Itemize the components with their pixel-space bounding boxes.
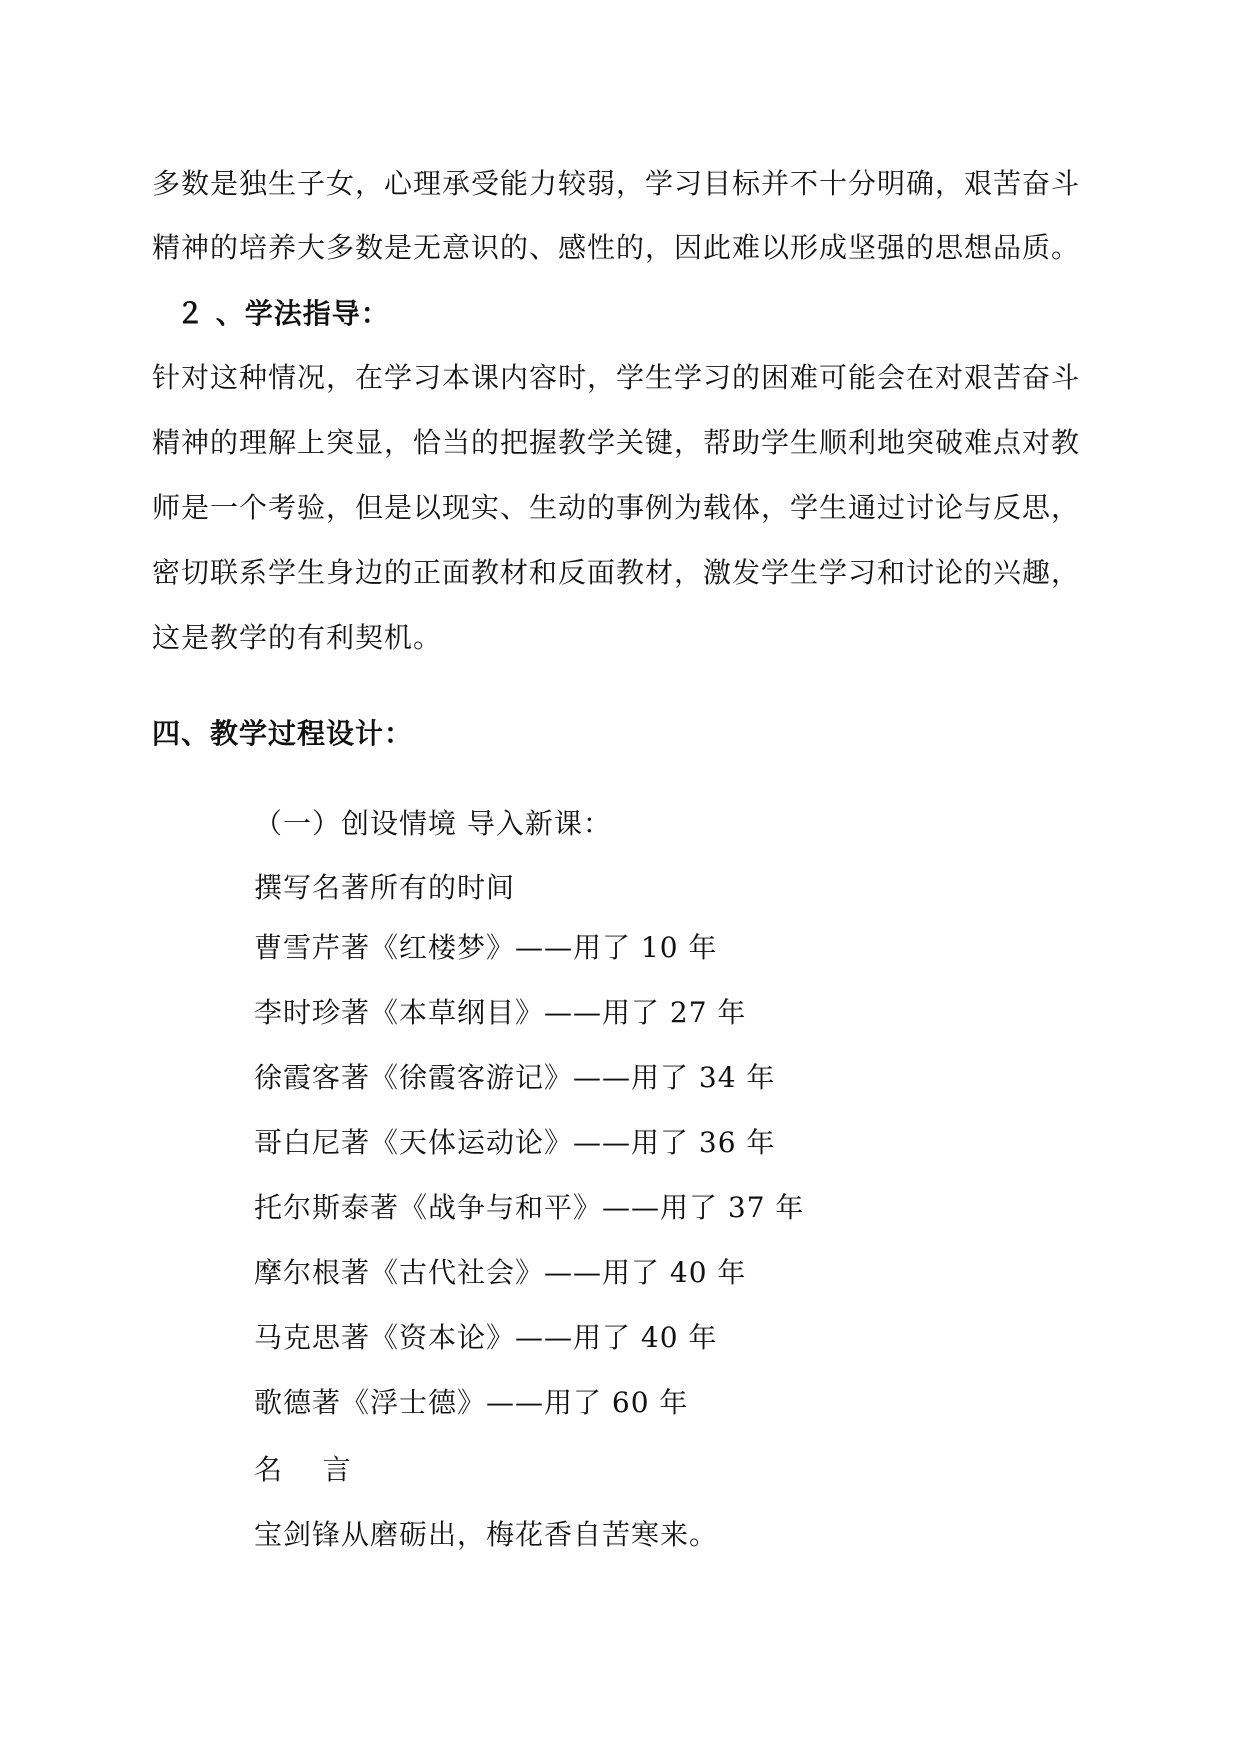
section-heading-study-method: ２ 、学法指导： — [176, 297, 390, 330]
list-item: 摩尔根著《古代社会》——用了 40 年 — [254, 1256, 747, 1289]
paragraph-line: 这是教学的有利契机。 — [152, 621, 443, 654]
paragraph-line: 密切联系学生身边的正面教材和反面教材，激发学生学习和讨论的兴趣， — [152, 556, 1081, 589]
list-item: 哥白尼著《天体运动论》——用了 36 年 — [254, 1126, 776, 1159]
list-item: 曹雪芹著《红楼梦》——用了 10 年 — [254, 931, 718, 964]
list-title: 撰写名著所有的时间 — [254, 871, 516, 904]
section-heading-teaching-process: 四、教学过程设计： — [152, 717, 414, 750]
paragraph-line: 精神的培养大多数是无意识的、感性的，因此难以形成坚强的思想品质。 — [152, 231, 1081, 264]
list-item: 托尔斯泰著《战争与和平》——用了 37 年 — [254, 1191, 805, 1224]
list-item: 马克思著《资本论》——用了 40 年 — [254, 1321, 718, 1354]
list-item: 李时珍著《本草纲目》——用了 27 年 — [254, 996, 747, 1029]
book-list — [254, 930, 804, 1450]
subsection-heading: （一）创设情境 导入新课： — [254, 807, 612, 840]
paragraph-line: 师是一个考验，但是以现实、生动的事例为载体，学生通过讨论与反思， — [152, 491, 1081, 524]
paragraph-line: 多数是独生子女，心理承受能力较弱，学习目标并不十分明确，艰苦奋斗 — [152, 167, 1081, 200]
paragraph-line: 精神的理解上突显，恰当的把握教学关键，帮助学生顺利地突破难点对教 — [152, 426, 1081, 459]
quote-title: 名 言 — [254, 1453, 352, 1486]
paragraph-line: 针对这种情况，在学习本课内容时，学生学习的困难可能会在对艰苦奋斗 — [152, 361, 1081, 394]
quote-text: 宝剑锋从磨砺出，梅花香自苦寒来。 — [254, 1518, 719, 1551]
list-item: 歌德著《浮士德》——用了 60 年 — [254, 1386, 689, 1419]
list-item: 徐霞客著《徐霞客游记》——用了 34 年 — [254, 1061, 776, 1094]
